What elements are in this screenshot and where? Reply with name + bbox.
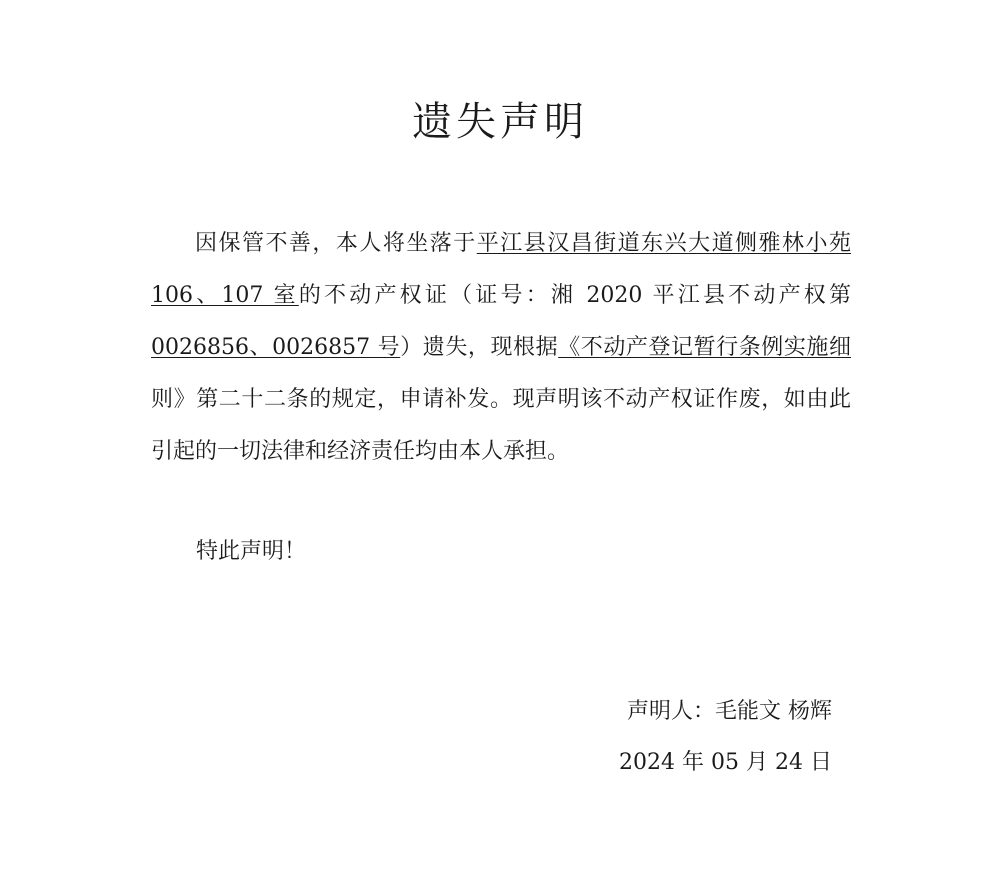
closing-statement: 特此声明！: [196, 539, 307, 564]
regulation-name-underlined: 《不动产登记暂行条例实施细: [558, 335, 851, 360]
declarant-names: 声明人：毛能文 杨辉: [627, 699, 832, 724]
body-text-segment: ）遗失，现根据: [400, 335, 559, 360]
notice-body-paragraph: [151, 218, 851, 478]
body-text-segment: 则》第二十二条的规定，申请补发。现声明该不动产权证作废，如由此引起的一切法律和经济责任均由本人承担。: [151, 387, 851, 464]
declaration-date: 2024 年 05 月 24 日: [619, 750, 832, 775]
certificate-number-underlined: 0026856、0026857 号: [151, 335, 401, 360]
property-address-underlined: 平江县汉昌街道东兴大道侧雅林小苑 106、107 室: [151, 231, 851, 308]
notice-title: 遗失声明: [412, 99, 588, 145]
body-text-segment: 因保管不善，本人将坐落于: [195, 231, 477, 256]
body-text-segment: 的不动产权证（证号：湘 2020 平江县不动产权第: [298, 283, 851, 308]
